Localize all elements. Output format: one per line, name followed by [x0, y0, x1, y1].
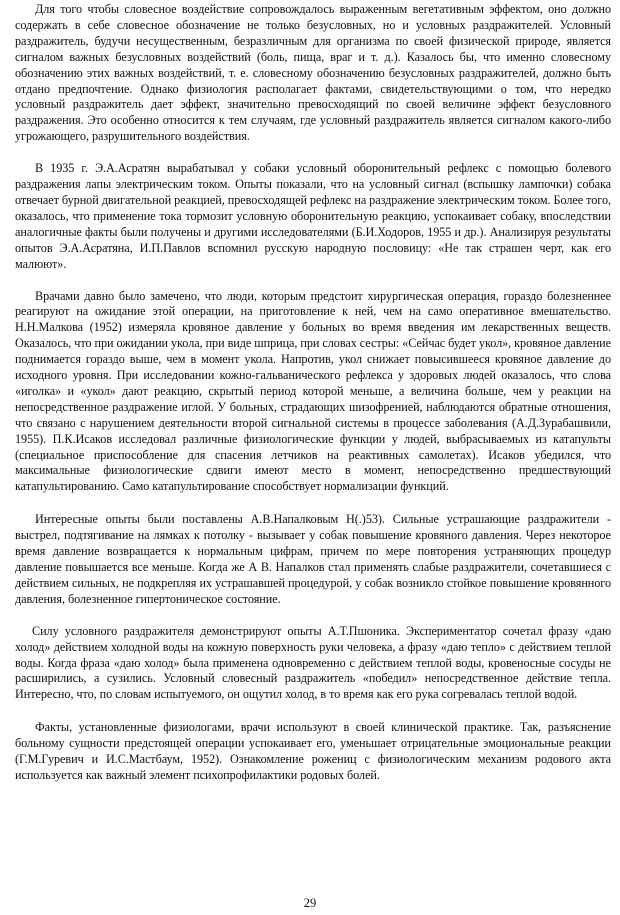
- paragraph-asratyan-experiment: В 1935 г. Э.А.Асратян вырабатывал у собаки условный оборонительный рефлекс с помощью болевого раздражения лапы электрическим током. Опыты показали, что на условный сигнал (вспышку лампочки) собака отвечает бурной двигательной реакцией, превосходящей рефлекс на раздражение электрическим током. Более того, оказалось, что применение тока тормозит условную оборонительную реакцию, успокаивает собаку, впоследствии аналогичные факты были получены и другими исследователями (Б.И.Ходоров, 1955 и др.). Анализируя результаты опытов Э.А.Асратяна, И.П.Павлов вспомнил русскую народную пословицу: «Не так страшен черт, как его малюют».: [15, 161, 611, 271]
- paragraph-clinical-practice: Факты, установленные физиологами, врачи используют в своей клинической практике. Так, разъяснение больному сущности предстоящей операции успокаивает его, уменьшает отрицательные эмоциональные реакции (Г.М.Гуревич и И.С.Мастбаум, 1952). Ознакомление рожениц с физиологическим механизм родового акта используется как важный элемент психопрофилактики родовых болей.: [15, 720, 611, 782]
- paragraph-verbal-influence: Для того чтобы словесное воздействие сопровождалось выраженным вегетативным эффектом, оно должно содержать в себе словесное обозначение не только безусловных, но и условных раздражителей. Условный раздражитель, будучи несущественным, безразличным для организма по своей физической природе, является сигналом важных безусловных воздействий (боль, пища, враг и т. д.). Казалось бы, что именно словесному обозначению этих важных воздействий, т. е. словесному обозначению безусловных раздражителей, должно быть отдано предпочтение. Однако физиология располагает фактами, свидетельствующими о том, что нередко условный раздражитель дает эффект, значительно превосходящий по своей величине эффект безусловного раздражения. Это особенно относится к тем случаям, где условный раздражитель является сигналом какого-либо угрожающего, разрушительного воздействия.: [15, 2, 611, 144]
- paragraph-pshonik-experiment: Силу условного раздражителя демонстрируют опыты А.Т.Пшоника. Экспериментатор сочетал фразу «даю холод» действием холодной воды на кожную поверхность руки человека, а фразу «даю тепло» с действием теплой воды. Когда фраза «даю холод» была применена одновременно с действием теплой воды, кровеносные сосуды не расширились, а сузились. Условный словесный раздражитель «победил» непосредственное действие тепла. Интересно, что, по словам испытуемого, он ощутил холод, в то время как его рука согревалась теплой водой.: [15, 623, 611, 702]
- paragraph-surgery-expectation: Врачами давно было замечено, что люди, которым предстоит хирургическая операция, гораздо болезненнее реагируют на ожидание этой операции, на приготовление к ней, чем на само оперативное вмешательство. Н.Н.Малкова (1952) измеряла кровяное давление у больных во время введения им лекарственных веществ. Оказалось, что при ожидании укола, при виде шприца, при словах сестры: «Сейчас будет укол», кровяное давление поднимается гораздо выше, чем в момент укола. Напротив, укол снижает повысившееся кровяное давление до исходного уровня. При исследовании кожно-гальванического рефлекса у здоровых людей оказалось, что слова «иголка» и «укол» дают реакцию, скрытый период которой меньше, а величина больше, чем у реакции на непосредственное раздражение иглой. У больных, страдающих шизофренией, наблюдаются обратные отношения, что связано с нарушением деятельности второй сигнальной системы в процессе заболевания (А.Д.Зурабашвили, 1955). П.К.Исаков исследовал различные физиологические функции у людей, выбрасываемых из катапульты (специальное приспособление для спасения летчиков на реактивных самолетах). Исаков убедился, что максимальные физиологические сдвиги имеют место в момент, непосредственно предшествующий катапультированию. Само катапультирование способствует нормализации функций.: [15, 288, 611, 494]
- page-number: 29: [303, 896, 317, 910]
- text-body: [15, 2, 611, 784]
- paragraph-napalkov-experiment: Интересные опыты были поставлены А.В.Напалковым Н(.)53). Сильные устрашающие раздражители - выстрел, подтягивание на лямках к потолку - вызывает у собак повышение кровяного давления. Через некоторое время давление возвращается к нормальным цифрам, причем по мере повторения устраняющих процедур давление повышается все меньше. Когда же А В. Напалков стал применять слабые раздражители, сочетавшиеся с действием сильных, не подкрепляя их устрашавшей процедурой, у собак возникло стойкое повышение кровянного давления, болезненное гипертоническое состояние.: [15, 512, 611, 606]
